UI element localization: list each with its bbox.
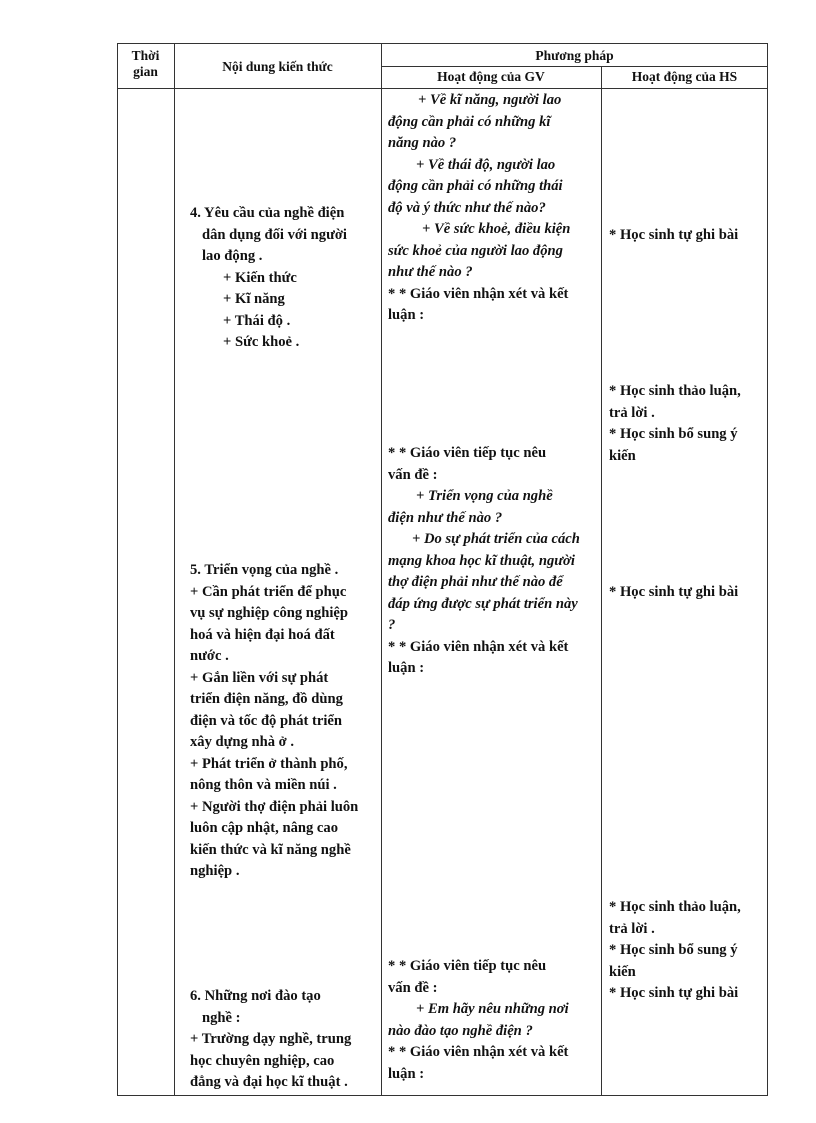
gv-block-3: * * Giáo viên tiếp tục nêu vấn đề : + Em hãy nêu những nơi nào đào tạo nghề điện ? * * Giáo viên nhận xét và kết luận : [388, 958, 569, 1082]
col-divider-gv [601, 66, 602, 1096]
col-divider-content [381, 43, 382, 1096]
gv-block-1: + Về kĩ năng, người lao động cần phải có những kĩ năng nào ? + Về thái độ, người lao động cần phải có những thái độ và ý thức như thế nào? + Về sức khoẻ, điều kiện sức khoẻ của người lao động như thế nào ? * * Giáo viên nhận xét và kết luận : [388, 92, 571, 323]
header-bottom-line [117, 88, 768, 89]
method-subheader-line [381, 66, 768, 67]
header-time: Thời gian [131, 48, 160, 79]
content-section-6: 6. Những nơi đào tạo nghề : + Trường dạy nghề, trung học chuyên nghiệp, cao đẳng và đại học kĩ thuật . [190, 988, 352, 1090]
hs-block-4: * Học sinh thảo luận, trả lời . * Học sinh bổ sung ý kiến * Học sinh tự ghi bài [609, 899, 741, 1001]
content-section-4: 4. Yêu cầu của nghề điện dân dụng đối với người lao động . + Kiến thức + Kĩ năng + Thái độ . + Sức khoẻ . [190, 205, 347, 350]
hs-block-1: * Học sinh tự ghi bài [609, 227, 739, 243]
header-content: Nội dung kiến thức [222, 59, 333, 74]
header-gv-activity: Hoạt động của GV [437, 69, 545, 84]
hs-block-3: * Học sinh tự ghi bài [609, 584, 739, 600]
col-divider-time [174, 43, 175, 1096]
gv-block-2: * * Giáo viên tiếp tục nêu vấn đề : + Triển vọng của nghề điện như thế nào ? + Do sự phát triển của cách mạng khoa học kĩ thuật, người thợ điện phải như thế nào để đáp ứng được sự phát triển này ? * * Giáo viên nhận xét và kết luận : [388, 445, 580, 676]
hs-block-2: * Học sinh thảo luận, trả lời . * Học sinh bổ sung ý kiến [609, 383, 741, 464]
header-hs-activity: Hoạt động của HS [631, 69, 738, 84]
header-method: Phương pháp [535, 48, 614, 63]
content-section-5: 5. Triển vọng của nghề . + Cần phát triển để phục vụ sự nghiệp công nghiệp hoá và hiện đại hoá đất nước . + Gắn liền với sự phát triển điện năng, đồ dùng điện và tốc độ phát triển xây dựng nhà ở . + Phát triển ở thành phố, nông thôn và miền núi . + Người thợ điện phải luôn luôn cập nhật, nâng cao kiến thức và kĩ năng nghề nghiệp . [190, 562, 359, 879]
